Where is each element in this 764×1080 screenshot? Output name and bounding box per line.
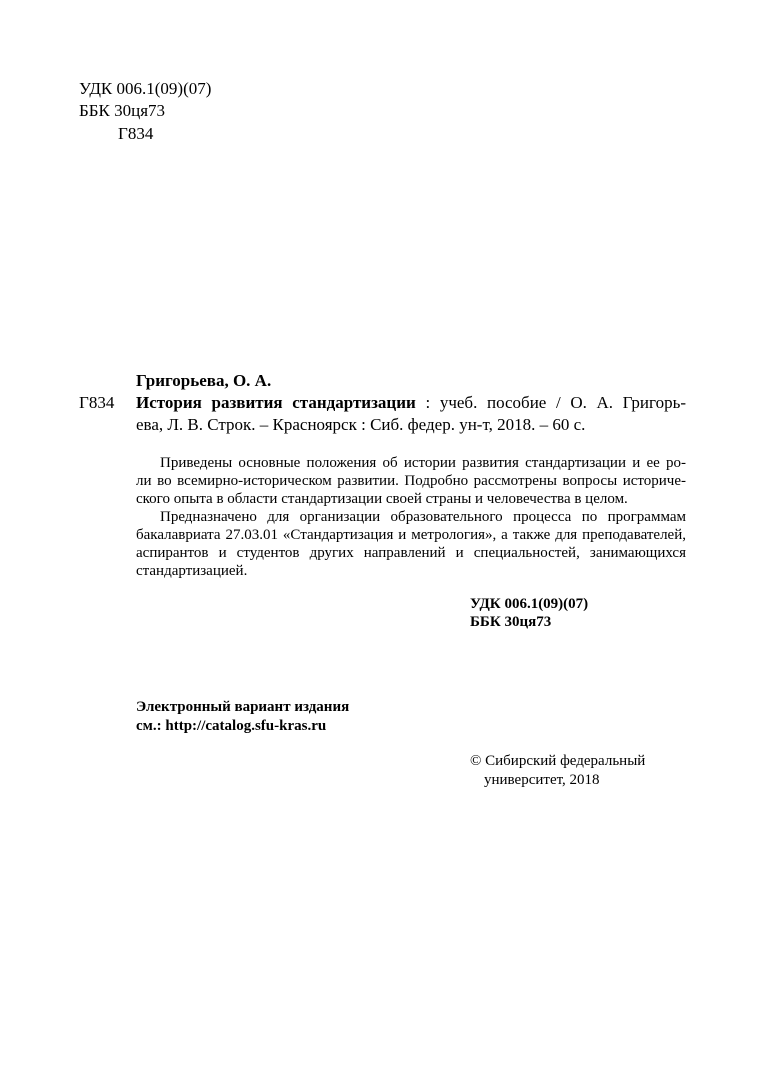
abstract-line: аспирантов и студентов других направлений и специальностей, занимающихся [136,545,686,561]
copyright-holder: © Сибирский федеральный [470,753,646,769]
book-title: История развития стандартизации [136,393,416,412]
udk-code-top: УДК 006.1(09)(07) [79,79,212,98]
abstract-line: Приведены основные положения об истории развития стандартизации и ее ро- [160,455,686,471]
cutter-code-top: Г834 [118,124,154,143]
abstract-line: стандартизацией. [136,563,248,579]
bbk-code-bottom: ББК 30ця73 [470,614,552,630]
book-description: : учеб. пособие / О. А. Григорь- [415,393,686,412]
electronic-edition-label: Электронный вариант издания [136,699,350,715]
copyright-year: университет, 2018 [484,772,600,788]
publication-details: ева, Л. В. Строк. – Красноярск : Сиб. федер. ун-т, 2018. – 60 с. [136,415,586,434]
abstract-line: ли во всемирно-историческом развитии. Подробно рассмотрены вопросы историче- [136,473,686,489]
book-title-line [136,392,686,414]
bbk-code-top: ББК 30ця73 [79,101,166,120]
udk-code-bottom: УДК 006.1(09)(07) [470,596,589,612]
abstract-line: бакалавриата 27.03.01 «Стандартизация и метрология», а также для преподавателей, [136,527,686,543]
author-name: Григорьева, О. А. [136,371,272,390]
electronic-edition-link: см.: http://catalog.sfu-kras.ru [136,718,327,734]
abstract-line: Предназначено для организации образовательного процесса по программам [160,509,686,525]
cutter-code: Г834 [79,393,115,412]
abstract-line: ского опыта в области стандартизации своей страны и человечества в целом. [136,491,628,507]
